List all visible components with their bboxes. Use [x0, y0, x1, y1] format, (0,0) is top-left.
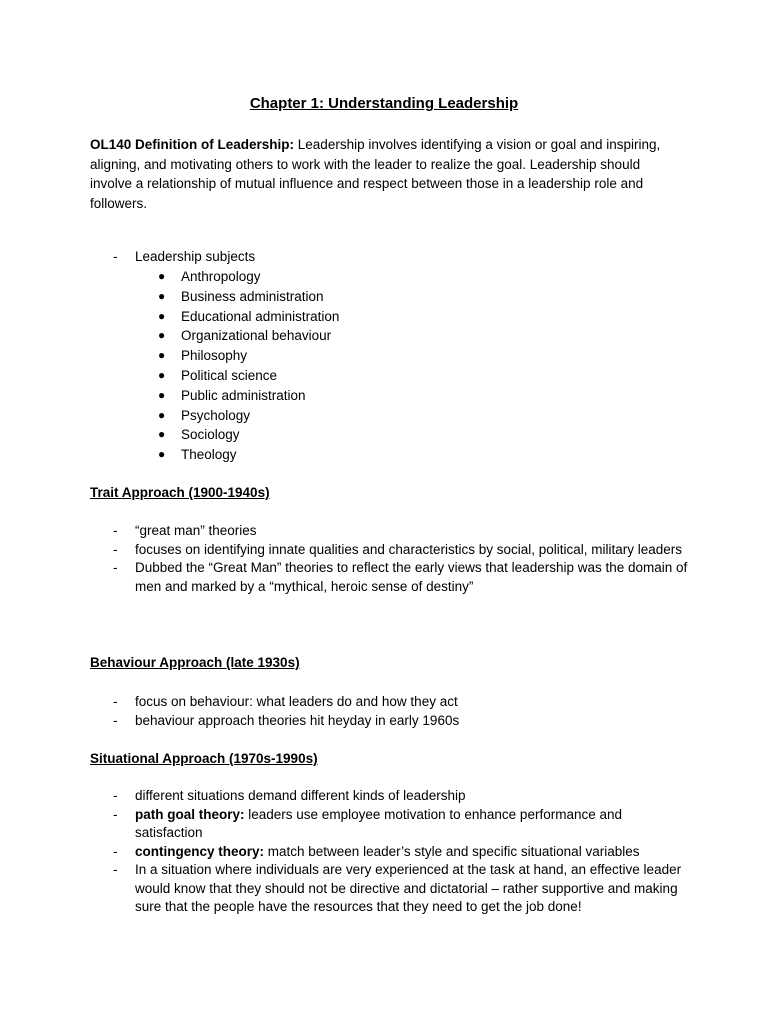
subject-item: Educational administration: [181, 308, 340, 324]
definition-paragraph: [90, 135, 680, 213]
trait-item: “great man” theories: [135, 523, 257, 538]
list-item: [155, 366, 339, 386]
behaviour-item: focus on behaviour: what leaders do and how they act: [135, 694, 458, 709]
list-item: [90, 806, 690, 843]
list-item: [90, 843, 690, 862]
list-item: [155, 406, 339, 426]
bullet-marker: ●: [158, 407, 166, 422]
list-item: [155, 346, 339, 366]
situational-item: In a situation where individuals are very experienced at the task at hand, an effective leader would know that they should not be directive and dictatorial – rather supportive and making sure that the people have the resources that they need to get the job done!: [135, 862, 682, 914]
trait-list: [90, 522, 690, 596]
dash-marker: -: [113, 712, 118, 728]
behaviour-item: behaviour approach theories hit heyday in early 1960s: [135, 712, 460, 728]
bullet-marker: ●: [158, 288, 166, 303]
page-title: Chapter 1: Understanding Leadership: [249, 95, 519, 112]
behaviour-heading: Behaviour Approach (late 1930s): [90, 655, 300, 670]
subject-item: Philosophy: [181, 348, 248, 364]
subject-item: Business administration: [181, 288, 324, 304]
dash-marker: -: [113, 806, 118, 822]
dash-marker: -: [113, 788, 118, 803]
dash-marker: -: [113, 560, 118, 575]
dash-marker: -: [113, 843, 118, 859]
situational-heading: Situational Approach (1970s-1990s): [90, 751, 318, 766]
list-item: [155, 267, 339, 287]
list-item: [155, 326, 339, 346]
bullet-marker: ●: [158, 348, 166, 363]
item-term: path goal theory:: [135, 806, 245, 822]
definition-term: OL140 Definition of Leadership:: [90, 137, 295, 152]
trait-heading: Trait Approach (1900-1940s): [90, 485, 270, 500]
definition-text: Leadership involves identifying a vision or goal and inspiring, aligning, and motivating others to work with the leader to realize the goal. Leadership should involve a relationship of mutual influence and respect between those in a leadership role and followers.: [90, 137, 661, 211]
dash-marker: -: [113, 249, 118, 264]
situational-item: match between leader’s style and specific situational variables: [264, 843, 640, 859]
subject-item: Anthropology: [181, 269, 261, 284]
subject-item: Theology: [181, 447, 237, 463]
situational-list: [90, 787, 690, 917]
trait-item: Dubbed the “Great Man” theories to reflect the early views that leadership was the domain of men and marked by a “mythical, heroic sense of destiny”: [135, 560, 688, 594]
dash-marker: -: [113, 523, 118, 538]
subject-item: Organizational behaviour: [181, 328, 332, 344]
subject-item: Public administration: [181, 387, 306, 403]
list-item: [155, 287, 339, 307]
dash-marker: -: [113, 862, 118, 877]
bullet-marker: ●: [158, 328, 166, 343]
subjects-label: Leadership subjects: [135, 249, 256, 264]
list-item: [90, 712, 690, 731]
list-item: [90, 541, 690, 560]
dash-marker: -: [113, 541, 118, 557]
item-term: contingency theory:: [135, 843, 265, 859]
dash-marker: -: [113, 694, 118, 709]
list-item: [90, 693, 690, 712]
bullet-marker: ●: [158, 367, 166, 382]
list-item: [90, 522, 690, 541]
bullet-marker: ●: [158, 308, 166, 323]
subjects-list: [90, 248, 690, 267]
list-item: [155, 425, 339, 445]
list-item: [155, 445, 339, 465]
subject-item: Sociology: [181, 427, 240, 443]
list-item: [90, 787, 690, 806]
list-item: [90, 559, 690, 596]
situational-item: different situations demand different kinds of leadership: [135, 788, 466, 803]
list-item: [90, 861, 690, 917]
bullet-marker: ●: [158, 269, 166, 283]
trait-item: focuses on identifying innate qualities and characteristics by social, political, military leaders: [135, 541, 683, 557]
subject-item: Political science: [181, 367, 278, 383]
behaviour-list: [90, 693, 690, 730]
situational-item: leaders use employee motivation to enhance performance and satisfaction: [135, 806, 622, 840]
bullet-marker: ●: [158, 387, 166, 402]
list-item: [90, 248, 690, 267]
subject-item: Psychology: [181, 407, 251, 423]
bullet-marker: ●: [158, 447, 166, 462]
list-item: [155, 307, 339, 327]
subjects-bullet-list: [155, 267, 339, 465]
list-item: [155, 386, 339, 406]
bullet-marker: ●: [158, 427, 166, 442]
